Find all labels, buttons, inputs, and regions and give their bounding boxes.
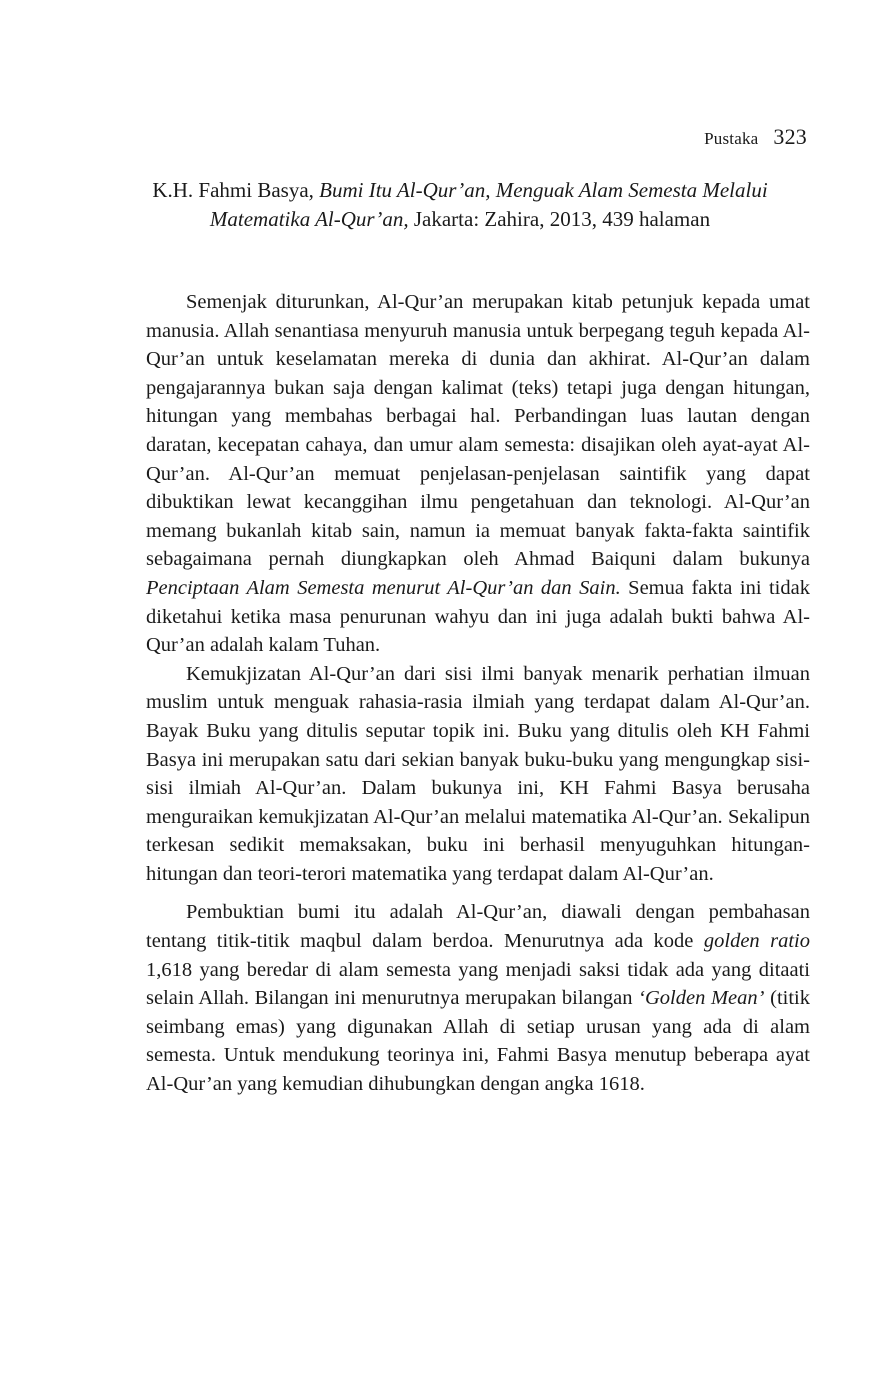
paragraph-1 bbox=[146, 288, 810, 660]
paragraph-1-text-a: Semenjak diturunkan, Al-Qur’an merupakan kitab petunjuk kepada umat manusia. Allah senantiasa menyuruh manusia untuk berpegang teguh kepada Al-Qur’an untuk keselamatan mereka di dunia dan akhirat. Al-Qur’an dalam pengajarannya bukan saja dengan kalimat (teks) tetapi juga dengan hitungan, hitungan yang membahas berbagai hal. Perbandingan luas lautan dengan daratan, kecepatan cahaya, dan umur alam semesta: disajikan oleh ayat-ayat Al-Qur’an. Al-Qur’an memuat penjelasan-penjelasan saintifik yang dapat dibuktikan lewat kecanggihan ilmu pengetahuan dan teknologi. Al-Qur’an memang bukanlah kitab sain, namun ia memuat banyak fakta-fakta saintifik sebagaimana pernah diungkapkan oleh Ahmad Baiquni dalam bukunya bbox=[146, 291, 810, 571]
section-name: Pustaka bbox=[704, 129, 759, 148]
paragraph-3-text-c: (titik seimbang emas) yang digunakan Allah di setiap urusan yang ada di alam semesta. Untuk mendukung teorinya ini, Fahmi Basya menutup beberapa ayat Al-Qur’an yang kemudian dihubungkan dengan angka 1618. bbox=[146, 987, 810, 1096]
review-body bbox=[146, 288, 810, 1099]
term-golden-ratio: golden ratio bbox=[703, 930, 810, 953]
paragraph-2: Kemukjizatan Al-Qur’an dari sisi ilmi banyak menarik perhatian ilmuan muslim untuk menguak rahasia-rasia ilmiah yang terdapat dalam Al-Qur’an. Bayak Buku yang ditulis seputar topik ini. Buku yang ditulis oleh KH Fahmi Basya ini merupakan satu dari sekian banyak buku-buku yang mengungkap sisi-sisi ilmiah Al-Qur’an. Dalam bukunya ini, KH Fahmi Basya berusaha menguraikan kemukjizatan Al-Qur’an melalui matematika Al-Qur’an. Sekalipun terkesan sedikit memaksakan, buku ini berhasil menyuguhkan hitungan-hitungan dan teori-terori matematika yang terdapat dalam Al-Qur’an. bbox=[146, 662, 810, 885]
paragraph-3-text-a: Pembuktian bumi itu adalah Al-Qur’an, diawali dengan pembahasan tentang titik-titik maqbul dalam berdoa. Menurutnya ada kode bbox=[146, 901, 810, 953]
paragraph-3-text-b: 1,618 yang beredar di alam semesta yang menjadi saksi tidak ada yang ditaati selain Allah. Bilangan ini menurutnya merupakan bilangan bbox=[146, 958, 810, 1010]
citation-publisher: Jakarta: Zahira, 2013, 439 halaman bbox=[408, 207, 711, 231]
term-golden-mean: ‘Golden Mean’ bbox=[638, 987, 765, 1010]
running-header bbox=[704, 124, 807, 150]
referenced-book-title: Penciptaan Alam Semesta menurut Al-Qur’an dan Sain. bbox=[146, 576, 621, 599]
citation-author: K.H. Fahmi Basya, bbox=[152, 178, 320, 202]
book-citation bbox=[110, 176, 810, 234]
citation-title: Bumi Itu Al-Qur’an, Menguak Alam Semesta Melalui Matematika Al-Qur’an, bbox=[209, 178, 768, 231]
paragraph-3 bbox=[146, 898, 810, 1098]
paragraph-1-text-b: Semua fakta ini tidak diketahui ketika masa penurunan wahyu dan ini juga adalah bukti bahwa Al-Qur’an adalah kalam Tuhan. bbox=[146, 576, 810, 657]
page-number: 323 bbox=[773, 124, 807, 149]
